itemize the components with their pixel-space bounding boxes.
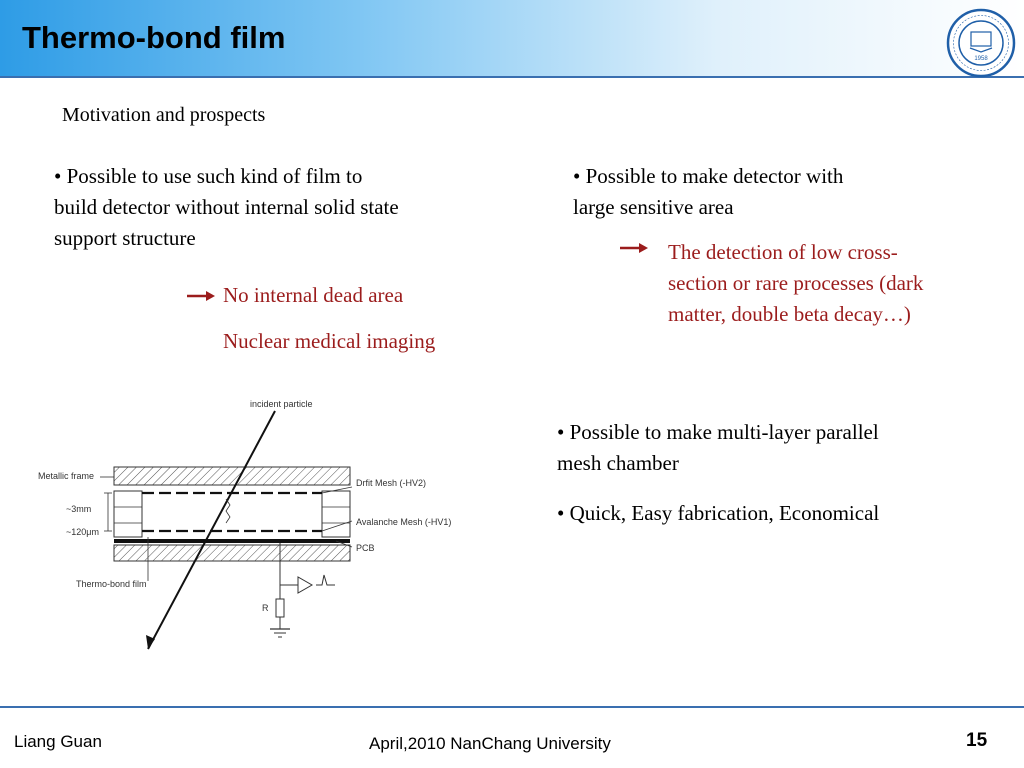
left-wall [114, 491, 142, 537]
bottom-frame [114, 545, 350, 561]
right-bullet-2-line-2: mesh chamber [557, 451, 679, 475]
label-thermo-bond-film: Thermo-bond film [76, 579, 147, 589]
resistor [276, 599, 284, 617]
footer-author: Liang Guan [14, 732, 102, 751]
top-frame [114, 467, 350, 485]
label-drift-mesh: Drfit Mesh (-HV2) [356, 478, 427, 488]
label-incident-particle: incident particle [250, 399, 313, 409]
label-avalanche-mesh: Avalanche Mesh (-HV1) [356, 517, 452, 527]
result-no-dead-area: No internal dead area [223, 283, 404, 307]
slide-title: Thermo-bond film [22, 20, 286, 55]
result-medical-imaging: Nuclear medical imaging [223, 329, 436, 353]
left-bullet-line-2: build detector without internal solid state [54, 195, 399, 219]
right-bullet-multilayer [557, 417, 879, 479]
left-bullet-line-1: • Possible to use such kind of film to [54, 164, 363, 188]
label-metallic-frame: Metallic frame [38, 471, 95, 481]
right-bullet-1-line-2: large sensitive area [573, 195, 734, 219]
result-rare-processes [668, 237, 923, 330]
right-bullet-large-area [573, 161, 843, 223]
title-bar [0, 0, 1024, 78]
label-gap-3mm: ~3mm [66, 504, 92, 514]
left-bullet [54, 161, 399, 254]
detector-schematic [30, 395, 490, 665]
label-gap-120um: ~120μm [66, 527, 99, 537]
arrow-right-icon [619, 241, 649, 255]
right-wall [322, 491, 350, 537]
logo-year: 1958 [974, 56, 988, 62]
pcb-layer [114, 539, 350, 543]
section-subtitle: Motivation and prospects [62, 104, 266, 126]
right-bullet-fabrication: • Quick, Easy fabrication, Economical [557, 501, 880, 525]
right-bullet-2-line-1: • Possible to make multi-layer parallel [557, 420, 879, 444]
right-bullet-1-line-1: • Possible to make detector with [573, 164, 844, 188]
university-seal-icon [946, 8, 1016, 78]
result-rare-line-3: matter, double beta decay…) [668, 302, 911, 326]
result-rare-line-1: The detection of low cross- [668, 240, 898, 264]
footer-event: April,2010 NanChang University [369, 734, 611, 753]
label-pcb: PCB [356, 543, 375, 553]
left-bullet-line-3: support structure [54, 226, 196, 250]
result-rare-line-2: section or rare processes (dark [668, 271, 924, 295]
page-number: 15 [966, 730, 988, 751]
arrow-right-icon [186, 289, 216, 303]
amplifier [298, 577, 312, 593]
label-resistor: R [262, 603, 269, 613]
footer-divider [0, 706, 1024, 708]
